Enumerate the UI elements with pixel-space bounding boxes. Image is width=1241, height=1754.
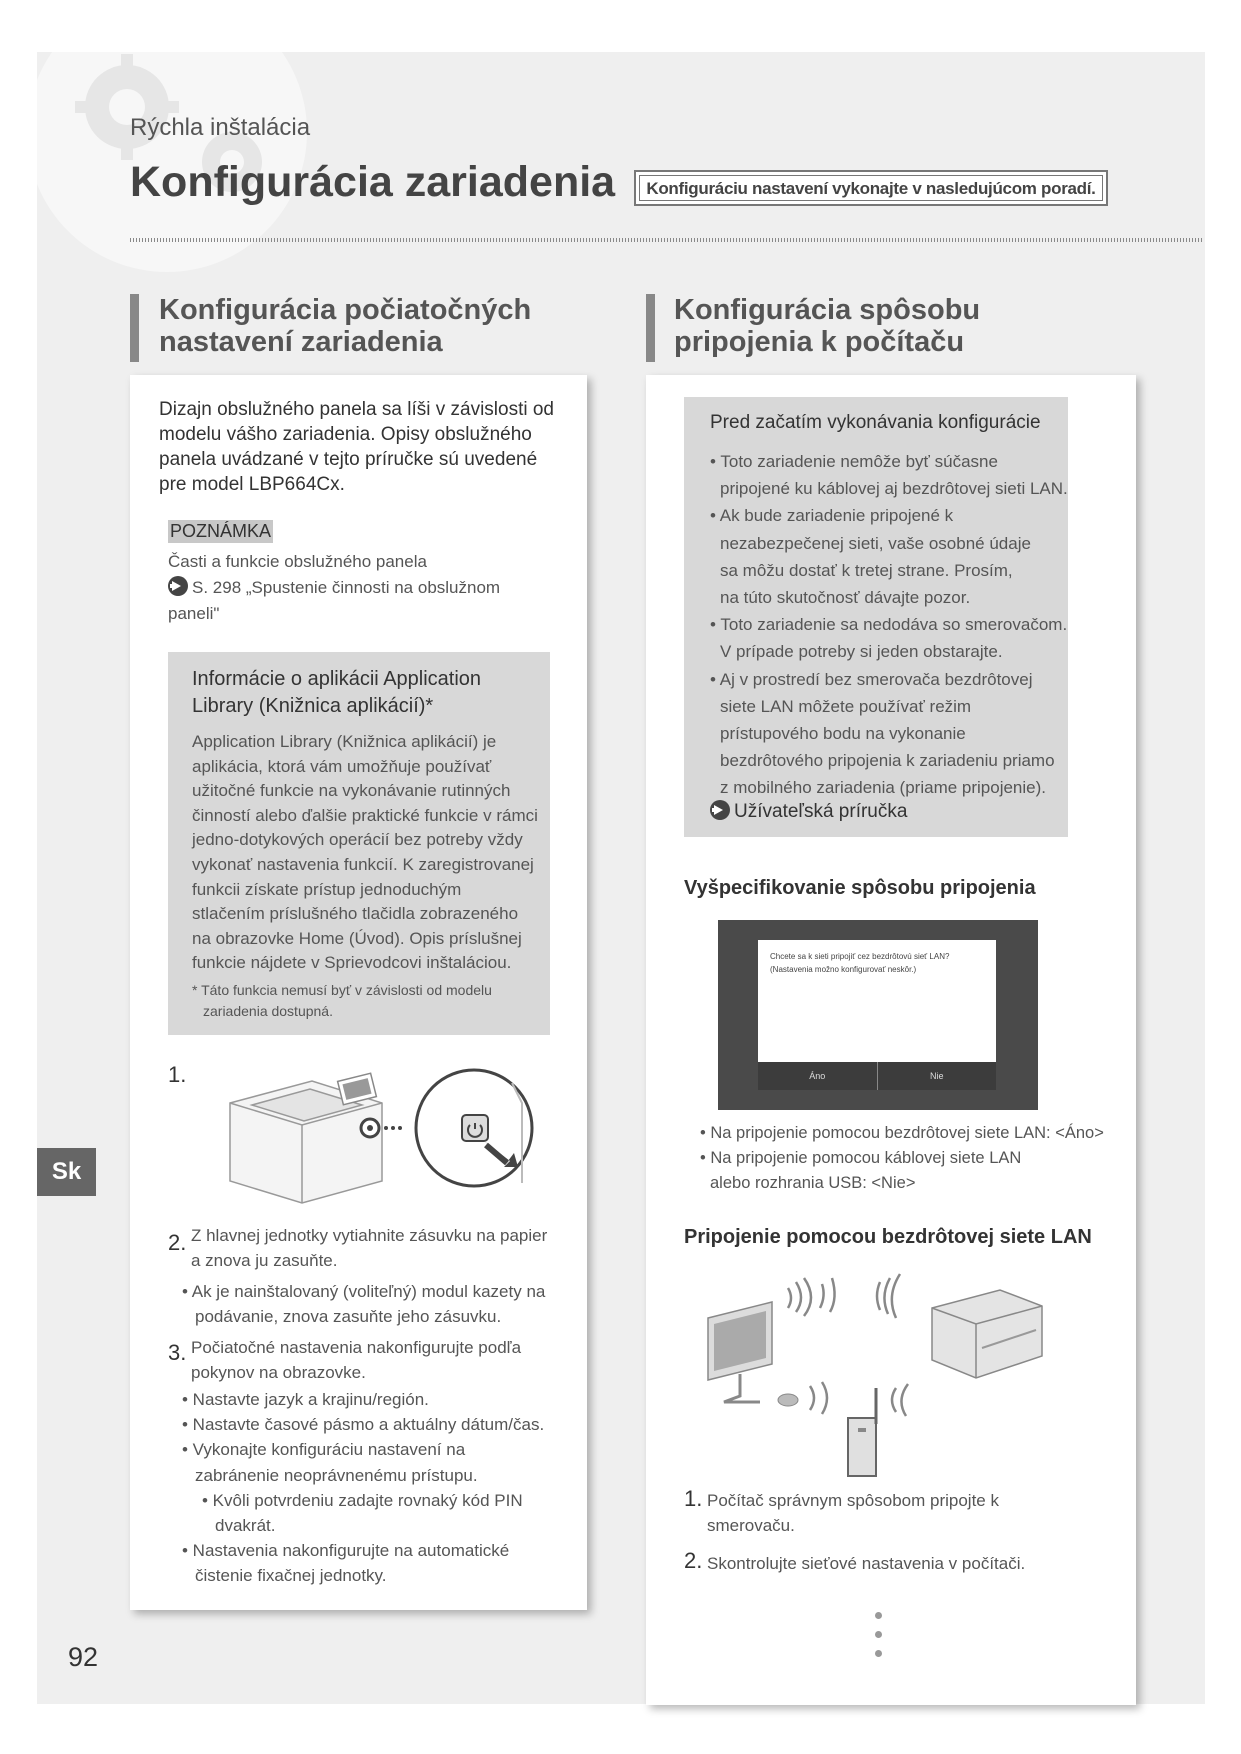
intro-line: pre model LBP664Cx. [159, 474, 345, 495]
computer-icon [708, 1302, 798, 1406]
footnote-line: zariadenia dostupná. [203, 1003, 333, 1019]
left-intro [159, 397, 554, 497]
screen-buttons [758, 1062, 996, 1090]
yes-button[interactable]: Áno [758, 1062, 878, 1090]
note-text [168, 549, 500, 627]
step3-bullets [182, 1387, 544, 1589]
printer-icon [932, 1290, 1042, 1378]
step2-number: 2. [168, 1230, 187, 1255]
connection-line: • Na pripojenie pomocou bezdrôtovej siete LAN: <Áno> [700, 1124, 1104, 1142]
step2-bullet [182, 1279, 545, 1329]
before-line: • Aj v prostredí bez smerovača bezdrôtovej [710, 669, 1033, 689]
step-line: a znova ju zasuňte. [191, 1251, 338, 1270]
step-bullet-line: zabránenie neoprávnenému prístupu. [195, 1465, 478, 1485]
before-line: siete LAN môžete používať režim [720, 696, 972, 716]
arrow-right-icon [168, 576, 188, 596]
footnote [192, 980, 492, 1022]
before-line: • Toto zariadenie sa nedodáva so smerovačom. [710, 615, 1068, 635]
before-line: na túto skutočnosť dávajte pozor. [720, 588, 971, 608]
note-link[interactable] [168, 575, 500, 601]
before-line: pripojené ku káblovej aj bezdrôtovej sieti LAN. [720, 479, 1068, 499]
app-library-body [192, 730, 538, 976]
header-divider [130, 238, 1204, 242]
before-line: z mobilného zariadenia (priame pripojenie). [720, 778, 1047, 798]
app-title-line: Informácie o aplikácii Application [192, 668, 482, 690]
app-body-line: na obrazovke Home (Úvod). Opis príslušnej [192, 928, 522, 948]
before-line: • Toto zariadenie nemôže byť súčasne [710, 452, 998, 471]
screen-message-line: (Nastavenia možno konfigurovať neskôr.) [770, 965, 917, 974]
wireless-step2-number: 2. [684, 1548, 703, 1573]
app-body-line: funkcie nájdete v Sprievodcovi inštaláciou. [192, 953, 512, 973]
app-body-line: Application Library (Knižnica aplikácií) je [192, 732, 497, 751]
before-line: V prípade potreby si jeden obstarajte. [720, 642, 1003, 662]
page-subtitle: Rýchla inštalácia [130, 114, 311, 141]
order-note-box [634, 170, 1108, 206]
no-button[interactable]: Nie [929, 1071, 944, 1081]
left-section-bar [130, 294, 139, 362]
right-section-heading [674, 294, 980, 358]
connection-options [700, 1121, 1104, 1196]
before-line: sa môžu dostať k tretej strane. Prosím, [720, 560, 1013, 580]
step-line: Počítač správnym spôsobom pripojte k [707, 1491, 999, 1510]
app-body-line: činností alebo ďalšie praktické funkcie v rámci [192, 805, 538, 825]
step-bullet-line: • Ak je nainštalovaný (voliteľný) modul kazety na [182, 1282, 546, 1301]
wireless-lan-illustration [700, 1268, 1070, 1488]
right-heading-line2: pripojenia k počítaču [674, 326, 965, 358]
step-bullet-line: podávanie, znova zasuňte jeho zásuvku. [195, 1307, 502, 1326]
intro-line: modelu vášho zariadenia. Opisy obslužného [159, 424, 532, 445]
step-bullet-line: • Vykonajte konfiguráciu nastavení na [182, 1440, 466, 1460]
page-number: 92 [68, 1642, 99, 1672]
left-section-heading [159, 294, 531, 358]
wireless-step1-text [707, 1488, 999, 1538]
step-bullet-line: čistenie fixačnej jednotky. [195, 1566, 387, 1586]
user-guide-link[interactable] [710, 800, 907, 823]
right-heading-line1: Konfigurácia spôsobu [674, 294, 981, 326]
before-line: nezabezpečenej sieti, vaše osobné údaje [720, 533, 1031, 553]
wireless-step1-number: 1. [684, 1486, 703, 1511]
intro-line: panela uvádzané v tejto príručke sú uvedené [159, 449, 538, 470]
step3-text [191, 1335, 521, 1385]
step-bullet-line: • Nastavte jazyk a krajinu/región. [182, 1390, 429, 1409]
left-heading-line1: Konfigurácia počiatočných [159, 294, 532, 326]
step-bullet-line: • Nastavte časové pásmo a aktuálny dátum/čas. [182, 1415, 545, 1435]
right-section-bar [646, 294, 655, 362]
before-line: bezdrôtového pripojenia k zariadeniu priamo [720, 751, 1055, 771]
note-label: POZNÁMKA [170, 521, 272, 541]
step-bullet-line: • Kvôli potvrdeniu zadajte rovnaký kód PIN [202, 1490, 523, 1510]
app-library-title [192, 666, 481, 720]
screen-message-line: Chcete sa k sieti pripojiť cez bezdrôtovú sieť LAN? [770, 952, 950, 961]
footnote-line: * Táto funkcia nemusí byť v závislosti od modelu [192, 982, 492, 998]
before-config-title: Pred začatím vykonávania konfigurácie [710, 412, 1041, 433]
before-line: prístupového bodu na vykonanie [720, 724, 966, 744]
app-body-line: vykonať nastavenia funkcií. K zaregistrovanej [192, 854, 534, 874]
printer-power-illustration [222, 1063, 552, 1213]
language-tab: Sk [37, 1148, 96, 1196]
step3-number: 3. [168, 1340, 187, 1365]
arrow-right-icon [710, 800, 730, 820]
screen-dialog [758, 940, 996, 1082]
router-icon [848, 1388, 876, 1476]
app-body-line: jedno-dotykových operácií bez potreby vždy [192, 830, 523, 850]
signal-waves-icon [788, 1274, 908, 1416]
user-guide-text: Užívateľská príručka [734, 801, 908, 822]
step2-text [191, 1223, 547, 1273]
device-screen [718, 920, 1038, 1110]
before-line: • Ak bude zariadenie pripojené k [710, 506, 954, 526]
step-line: Z hlavnej jednotky vytiahnite zásuvku na papier [191, 1226, 548, 1245]
continuation-dots [875, 1612, 885, 1669]
step1-number: 1. [168, 1062, 187, 1087]
app-body-line: funkcii získate prístup jednoduchým [192, 879, 462, 899]
connection-line: alebo rozhrania USB: <Nie> [710, 1174, 916, 1192]
step-bullet-line: • Nastavenia nakonfigurujte na automatické [182, 1541, 510, 1561]
step-line: Počiatočné nastavenia nakonfigurujte podľa [191, 1338, 522, 1357]
app-title-line: Library (Knižnica aplikácií)* [192, 695, 434, 717]
app-body-line: aplikácia, ktorá vám umožňuje používať [192, 756, 492, 776]
page-title: Konfigurácia zariadenia [130, 158, 616, 206]
note-link-text: S. 298 „Spustenie činnosti na obslužnom [192, 578, 501, 597]
before-config-list [710, 448, 1068, 802]
order-note: Konfiguráciu nastavení vykonajte v nasledujúcom poradí. [639, 175, 1103, 201]
screen-message [770, 950, 949, 976]
step-line: smerovaču. [707, 1516, 795, 1535]
wireless-step2-text: Skontrolujte sieťové nastavenia v počítači. [707, 1554, 1026, 1573]
step-line: pokynov na obrazovke. [191, 1363, 366, 1382]
left-heading-line2: nastavení zariadenia [159, 326, 443, 358]
app-body-line: užitočné funkcie na vykonávanie rutinných [192, 781, 511, 801]
app-body-line: stlačením príslušného tlačidla zobrazeného [192, 904, 519, 924]
specify-title: Vyšpecifikovanie spôsobu pripojenia [684, 877, 1036, 899]
step-bullet-line: dvakrát. [215, 1516, 276, 1536]
connection-line: • Na pripojenie pomocou káblovej siete LAN [700, 1149, 1022, 1167]
wireless-title: Pripojenie pomocou bezdrôtovej siete LAN [684, 1226, 1092, 1248]
note-line: Časti a funkcie obslužného panela [168, 552, 427, 571]
note-line: paneli" [168, 604, 220, 623]
intro-line: Dizajn obslužného panela sa líši v závislosti od [159, 399, 554, 420]
